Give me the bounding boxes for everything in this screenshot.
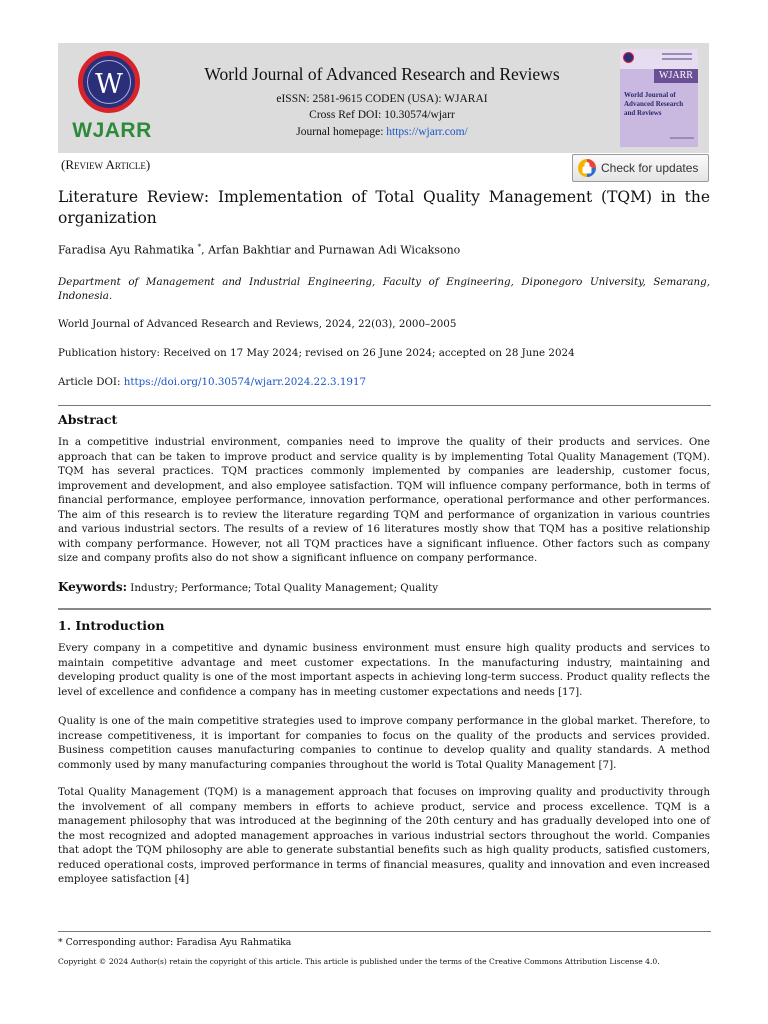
article-type: (Review Article) <box>61 157 151 172</box>
journal-cover-thumbnail[interactable] <box>620 49 698 147</box>
affiliation: Department of Management and Industrial Engineering, Faculty of Engineering, Diponegoro University, Semarang, Indonesia. <box>58 276 710 302</box>
homepage-link[interactable]: https://wjarr.com/ <box>386 126 468 138</box>
homepage-line <box>192 126 572 138</box>
check-for-updates-button[interactable] <box>572 154 709 182</box>
divider <box>58 608 711 610</box>
wjarr-logo <box>70 51 154 147</box>
intro-paragraph-3: Total Quality Management (TQM) is a management approach that focuses on improving quality and productivity through the involvement of all company members in efforts to achieve product, service and process excellence. TQM is a management philosophy that was introduced at the beginning of the 20th century and has gradually developed into one of the most recognized and adopted management approaches in various industrial sectors throughout the world. Companies that adopt the TQM philosophy are able to generate substantial benefits such as high quality products, satisfied customers, reduced operational costs, improved performance in terms of financial measures, quality and innovation and even increased employee satisfaction [4] <box>58 786 710 885</box>
keywords-text: Industry; Performance; Total Quality Management; Quality <box>127 582 439 594</box>
keywords-label: Keywords: <box>58 580 128 594</box>
keywords <box>58 580 710 594</box>
article-title: Literature Review: Implementation of Total Quality Management (TQM) in the organization <box>58 188 710 227</box>
doi-label: Article DOI: <box>58 376 124 388</box>
check-updates-icon <box>577 158 597 178</box>
intro-paragraph-2: Quality is one of the main competitive strategies used to improve company performance in the global market. Therefore, to increase competitiveness, it is important for companies to focus on the quality of the products and services provided. Business competition causes manufacturing companies to continue to develop quality and quality standards. A method commonly used by many manufacturing companies throughout the world is Total Quality Management [7]. <box>58 715 710 771</box>
author-list <box>58 243 710 257</box>
check-updates-label: Check for updates <box>601 161 699 175</box>
cover-seal-icon <box>623 52 634 63</box>
corresponding-author-footnote: * Corresponding author: Faradisa Ayu Rahmatika <box>58 937 292 948</box>
intro-paragraph-1: Every company in a competitive and dynamic business environment must ensure high quality products and services to maintain competitive advantage and meet customer expectations. In the manufacturing industry, maintaining and developing product quality is one of the most important aspects in achieving long-term success. Product quality reflects the level of excellence and confidence a company has in meeting customer expectations and needs [17]. <box>58 642 710 698</box>
cover-tag: WJARR <box>654 69 698 83</box>
citation: World Journal of Advanced Research and Reviews, 2024, 22(03), 2000–2005 <box>58 318 457 330</box>
eissn-line: eISSN: 2581-9615 CODEN (USA): WJARAI <box>276 93 488 105</box>
crossref-line: Cross Ref DOI: 10.30574/wjarr <box>309 109 455 121</box>
copyright-notice: Copyright © 2024 Author(s) retain the copyright of this article. This article is published under the terms of the Creative Commons Attribution Liscense 4.0. <box>58 957 660 966</box>
logo-text: WJARR <box>72 119 152 142</box>
journal-header <box>58 43 709 153</box>
logo-seal-icon <box>78 51 140 113</box>
logo-letter: W <box>95 69 123 100</box>
other-authors: , Arfan Bakhtiar and Purnawan Adi Wicaksono <box>201 243 461 257</box>
abstract-text: In a competitive industrial environment, companies need to improve the quality of their products and services. One approach that can be taken to improve product and service quality is by implementing Total Quality Management (TQM). TQM has several practices. TQM practices commonly implemented by companies are leadership, customer focus, improvement and development, and also employee satisfaction. TQM will influence company performance, both in terms of financial performance, employee performance, innovation performance, operational performance and other performances. The aim of this research is to review the literature regarding TQM and performance of organization in various countries and various industrial sectors. The results of a review of 16 literatures mostly show that TQM has a positive relationship with company performance. However, not all TQM practices have a significant influence. Other factors such as company size and company profits also do not show a significant influence on company performance. <box>58 436 710 564</box>
first-author[interactable]: Faradisa Ayu Rahmatika <box>58 243 198 257</box>
abstract-heading: Abstract <box>58 412 118 427</box>
publication-history: Publication history: Received on 17 May 2024; revised on 26 June 2024; accepted on 28 June 2024 <box>58 347 575 359</box>
corresponding-mark: * <box>197 243 202 251</box>
journal-title: World Journal of Advanced Research and Reviews <box>204 64 560 84</box>
divider <box>58 405 711 406</box>
footnote-divider <box>58 931 711 932</box>
homepage-label: Journal homepage: <box>296 126 387 138</box>
article-doi <box>58 376 710 388</box>
doi-link[interactable]: https://doi.org/10.30574/wjarr.2024.22.3.1917 <box>123 376 367 388</box>
cover-journal-name: World Journal of Advanced Research and Reviews <box>624 91 684 117</box>
introduction-heading: 1. Introduction <box>58 618 165 633</box>
